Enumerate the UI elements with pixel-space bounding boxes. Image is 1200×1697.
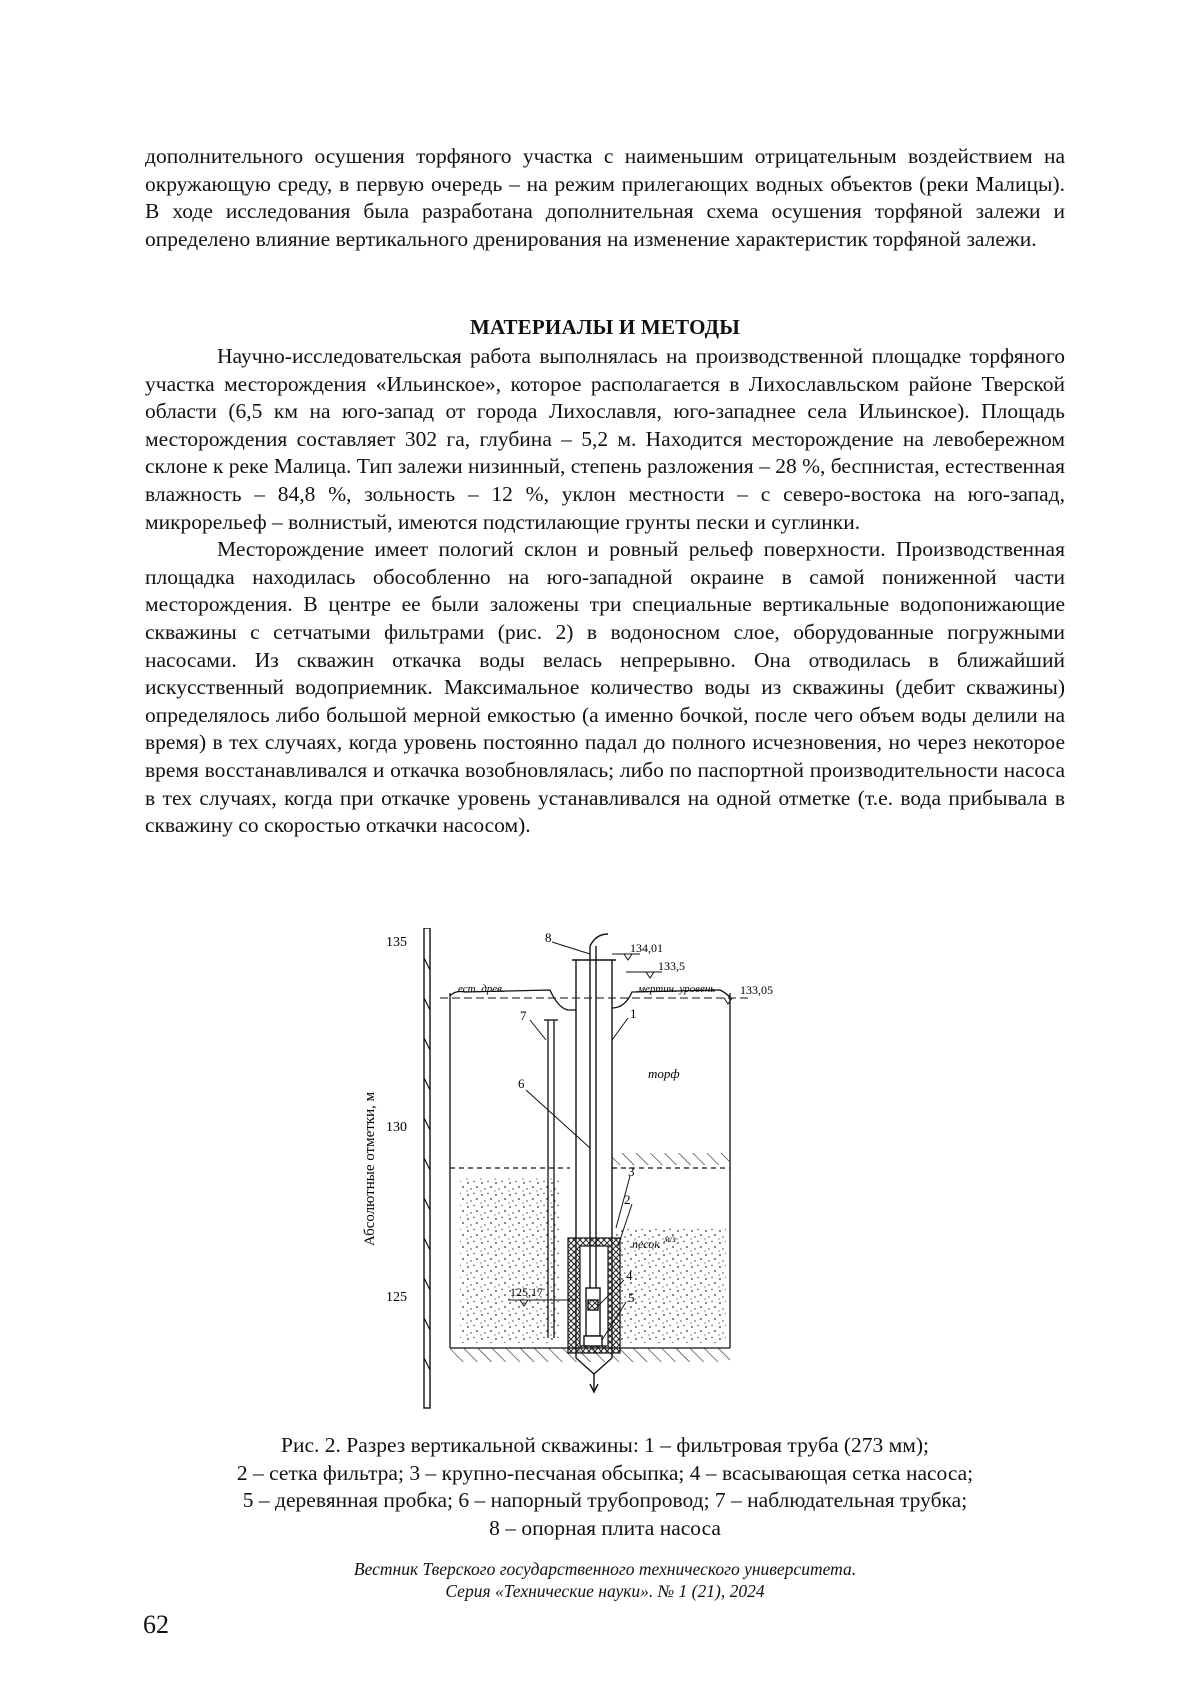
figure-caption [145, 1432, 1065, 1542]
callout-3: 3 [628, 1164, 635, 1179]
caption-line-1: Рис. 2. Разрез вертикальной скважины: 1 – фильтровая труба (273 мм); [280, 1433, 929, 1457]
methods-block [145, 343, 1065, 840]
methods-paragraph-2: Месторождение имеет пологий склон и ровный рельеф поверхности. Производственная площадка находилась обособленно на юго-западной окраине в самой пониженной части месторождения. В центре ее были заложены три специальные вертикальные водопонижающие скважины с сетчатыми фильтрами (рис. 2) в водоносном слое, оборудованные погружными насосами. Из скважин откачка воды велась непрерывно. Она отводилась в ближайший искусственный водоприемник. Максимальное количество воды из скважины (дебит скважины) определялось либо большой мерной емкостью (а именно бочкой, после чего объем воды делили на время) в тех случаях, когда уровень постоянно падал до полного исчезновения, но через некоторое время восстанавливался и откачка возобновлялась; либо по паспортной производительности насоса в тех случаях, когда при откачке уровень устанавливался на одной отметке (т.е. вода прибывала в скважину со скоростью откачки насосом). [145, 537, 1065, 838]
callout-1: 1 [630, 1006, 637, 1021]
callout-2: 2 [624, 1192, 631, 1207]
page-number: 62 [143, 1610, 169, 1639]
callout-5: 5 [628, 1290, 635, 1305]
elevation-scale [362, 928, 430, 1408]
footer-line-1: Вестник Тверского государственного технического университета. [353, 1559, 857, 1579]
caption-line-2: 2 – сетка фильтра; 3 – крупно-песчаная обсыпка; 4 – всасывающая сетка насоса; [236, 1460, 974, 1485]
caption-line-3: 5 – деревянная пробка; 6 – напорный трубопровод; 7 – наблюдательная трубка; [242, 1488, 968, 1513]
caption-line-4: 8 – опорная плита насоса [489, 1515, 721, 1540]
journal-footer [145, 1558, 1065, 1602]
callout-6: 6 [518, 1076, 525, 1091]
tick-label-135: 135 [386, 935, 407, 950]
axis-label: Абсолютные отметки, м [362, 1091, 378, 1246]
callout-8: 8 [545, 930, 552, 945]
surface-label: ест. древ. [458, 983, 505, 995]
well-section-drawing [340, 928, 880, 1418]
water-level-label: мертич. уровень [638, 983, 716, 995]
intro-paragraph-block [145, 143, 1065, 253]
section-title: МАТЕРИАЛЫ И МЕТОДЫ [469, 315, 741, 339]
elevation-top: 134,01 [630, 941, 663, 955]
tick-label-130: 130 [386, 1120, 407, 1135]
intro-paragraph: дополнительного осушения торфяного участка с наименьшим отрицательным воздействием на окружающую среду, в первую очередь – на режим прилегающих водных объектов (реки Малицы). В ходе исследования была разработана дополнительная схема осушения торфяной залежи и определено влияние вертикального дренирования на изменение характеристик торфяной залежи. [145, 144, 1065, 251]
well-section-figure [340, 928, 880, 1418]
elevation-water: 133,05 [740, 983, 773, 997]
sand-suffix-label: м/з [664, 1234, 676, 1244]
sand-label: песок [632, 1237, 660, 1251]
elevation-pipe: 133,5 [658, 959, 685, 973]
footer-line-2: Серия «Технические науки». № 1 (21), 2024 [445, 1581, 765, 1601]
elevation-bottom: 125,17 [510, 1285, 543, 1299]
methods-paragraph-1: Научно-исследовательская работа выполнялась на производственной площадке торфяного участка месторождения «Ильинское», которое располагается в Лихославльском районе Тверской области (6,5 км на юго-запад от города Лихославля, юго-западнее села Ильинское). Площадь месторождения составляет 302 га, глубина – 5,2 м. Находится месторождение на левобережном склоне к реке Малица. Тип залежи низинный, степень разложения – 28 %, беспнистая, естественная влажность – 84,8 %, зольность – 12 %, уклон местности – с северо-востока на юго-запад, микрорельеф – волнистый, имеются подстилающие грунты пески и суглинки. [145, 344, 1065, 534]
callout-7: 7 [520, 1008, 527, 1023]
callout-4: 4 [626, 1268, 633, 1283]
peat-label: торф [648, 1066, 680, 1081]
tick-label-125: 125 [386, 1290, 407, 1305]
